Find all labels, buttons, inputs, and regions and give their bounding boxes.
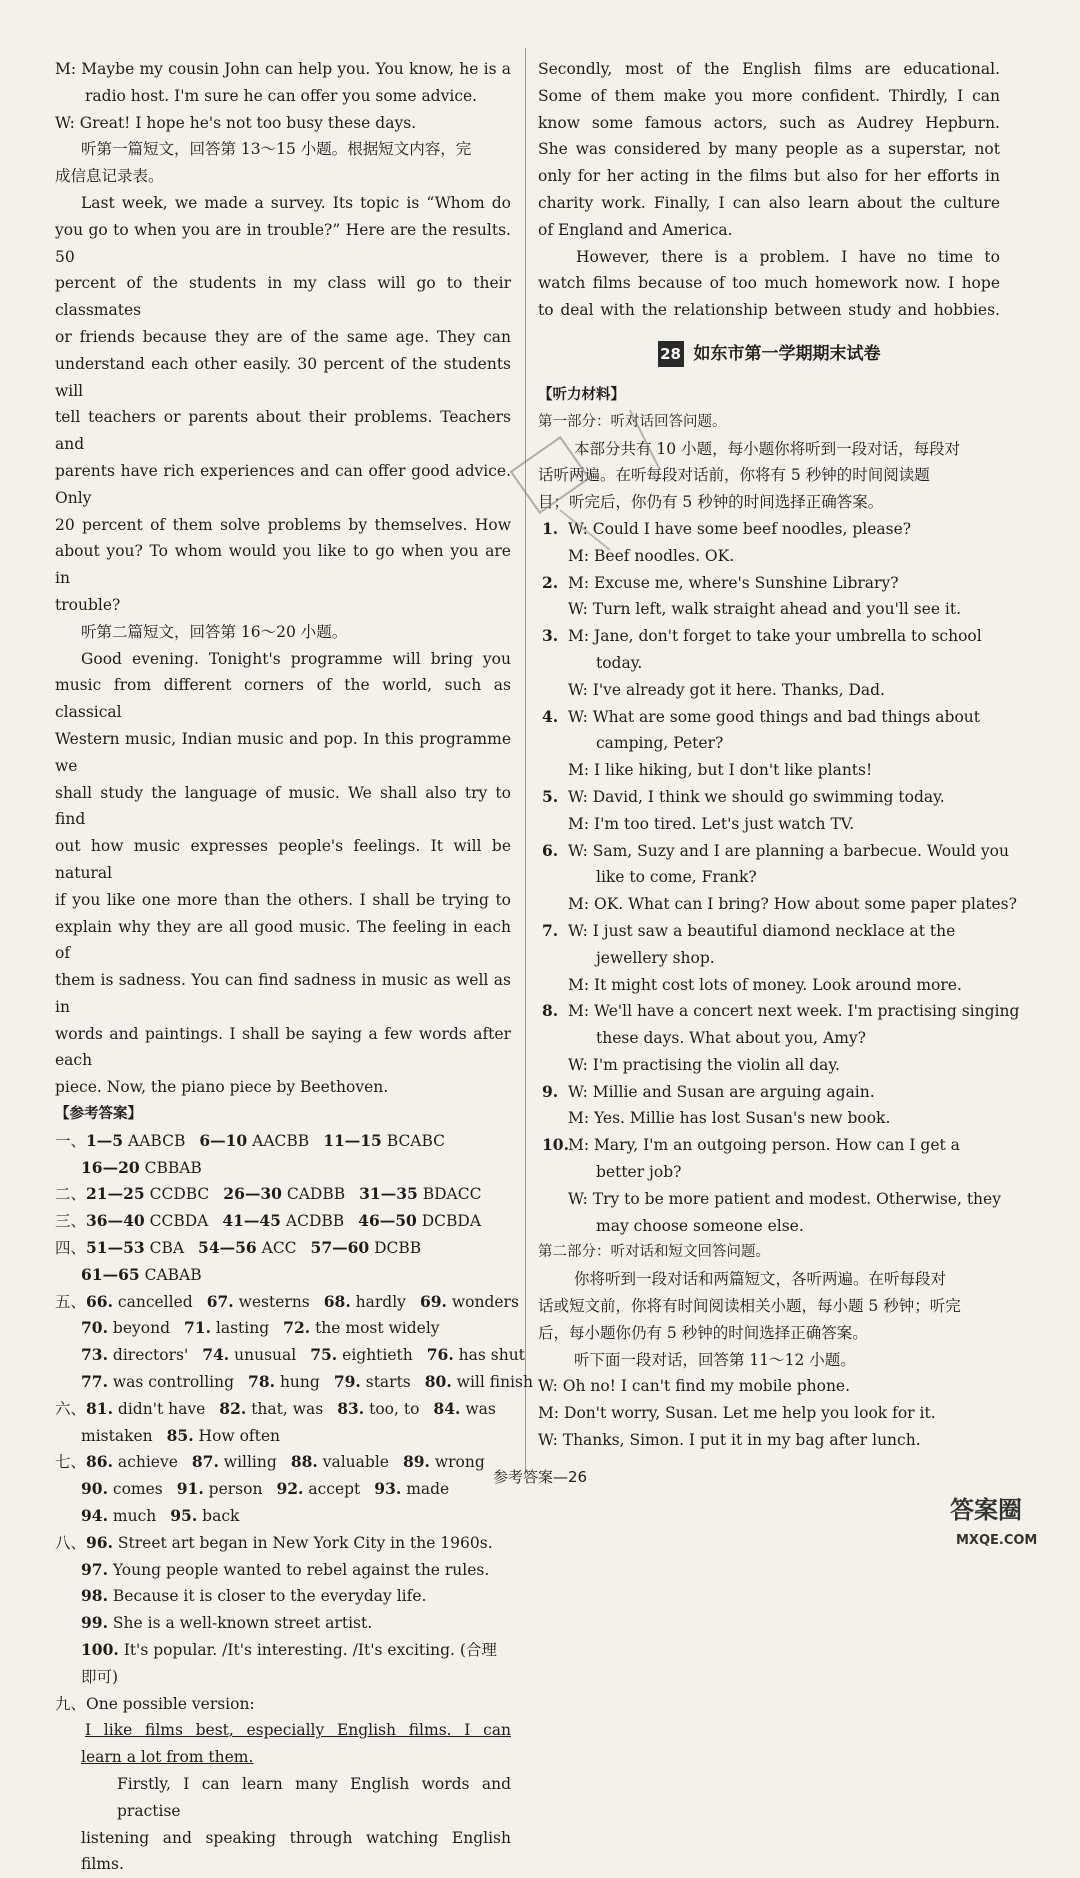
answer-value: person (208, 1480, 263, 1499)
text-line: explain why they are all good music. The feeling in each of (55, 917, 511, 963)
dialogue-text: W: Could I have some beef noodles, please? (568, 519, 912, 538)
dialogue-line (538, 918, 1000, 945)
answer-row (55, 1583, 511, 1610)
dialogue-line: W: Oh no! I can't find my mobile phone. (538, 1377, 851, 1396)
instruction-line: 你将听到一段对话和两篇短文，各听两遍。在听每段对 (574, 1270, 947, 1289)
answer-value: ACC (261, 1239, 297, 1258)
dialogue-text: W: What are some good things and bad things about (568, 707, 981, 726)
answer-section-prefix: 四、 (55, 1239, 87, 1258)
answer-number: 71. (184, 1318, 211, 1338)
answer-number: 81. (86, 1398, 113, 1418)
essay-line: She was considered by many people as a superstar, not (538, 140, 1000, 159)
answer-value: much (112, 1507, 157, 1526)
answer-value: directors' (112, 1346, 189, 1365)
answer-number: 79. (333, 1372, 361, 1392)
dialogue-number: 10. (542, 1135, 569, 1155)
dialogue-text: W: Try to be more patient and modest. Otherwise, they (568, 1189, 1001, 1208)
dialogue-line (538, 1025, 1000, 1052)
text-line: Western music, Indian music and pop. In this programme we (55, 729, 511, 775)
dialogue-list (538, 516, 1020, 1240)
answer-number: 73. (81, 1345, 108, 1365)
answer-value: back (202, 1507, 240, 1526)
text-line: 成信息记录表。 (55, 167, 164, 186)
dialogue-line (538, 1079, 1000, 1106)
answer-row (55, 1664, 511, 1691)
dialogue-text: M: I'm too tired. Let's just watch TV. (568, 814, 855, 833)
watermark-logo (944, 1484, 1072, 1554)
essay-line: of England and America. (538, 220, 733, 239)
page-footer: 参考答案—26 (492, 1468, 588, 1486)
answer-number: 66. (86, 1291, 113, 1311)
answer-value: AACBB (252, 1131, 310, 1150)
essay-underlined-line: learn a lot from them. (81, 1748, 254, 1767)
answer-value: Because it is closer to the everyday life. (112, 1587, 427, 1606)
answer-value: BDACC (422, 1185, 482, 1204)
answer-value: achieve (117, 1453, 178, 1472)
answer-number: 80. (424, 1372, 452, 1392)
watermark-cn: 答案圈 (950, 1496, 1022, 1524)
answer-number: 83. (337, 1398, 365, 1418)
answer-value: was (465, 1399, 496, 1418)
answer-number: 41—45 (222, 1211, 281, 1231)
dialogue-line (538, 1213, 1000, 1240)
answer-value: DCBB (374, 1239, 422, 1258)
text-line: about you? To whom would you like to go when you are in (55, 542, 511, 588)
dialogue-line: W: Thanks, Simon. I put it in my bag after lunch. (538, 1431, 921, 1450)
answer-number: 68. (323, 1291, 351, 1311)
answer-number: 78. (248, 1372, 276, 1392)
dialogue-text: M: OK. What can I bring? How about some paper plates? (568, 895, 1017, 914)
dialogue-text: may choose someone else. (596, 1216, 804, 1235)
section-title (538, 334, 1000, 374)
answer-section-prefix: 六、 (55, 1399, 87, 1418)
essay-line: Firstly, I can learn many English words and practise (117, 1775, 511, 1820)
part-one-heading: 第一部分：听对话回答问题。 (538, 413, 727, 430)
answer-section-prefix: 二、 (55, 1185, 87, 1204)
answer-value: too, to (369, 1399, 420, 1418)
dialogue-text: today. (596, 653, 643, 672)
answer-number: 87. (191, 1452, 219, 1472)
answer-section-prefix: 三、 (55, 1212, 87, 1231)
answer-number: 72. (283, 1318, 311, 1338)
dialogue-text: M: Excuse me, where's Sunshine Library? (568, 573, 899, 592)
essay-line: watch films because of too much homework now. I hope (538, 274, 1000, 293)
answer-row (55, 1530, 511, 1557)
answer-value: the most widely (315, 1319, 440, 1338)
essay-line: only for her acting in the films but also for her efforts in (538, 167, 1000, 186)
answer-number: 97. (81, 1559, 108, 1579)
answer-section-prefix: 七、 (55, 1453, 87, 1472)
answer-value: willing (223, 1453, 277, 1472)
answer-value: starts (365, 1373, 411, 1392)
text-line: understand each other easily. 30 percent of the students will (55, 354, 511, 400)
answer-row (55, 1181, 511, 1208)
answer-number: 86. (86, 1452, 113, 1472)
answer-value: CADBB (286, 1185, 346, 1204)
dialogue-number: 2. (542, 572, 559, 592)
instruction-line: 听下面一段对话，回答第 11～12 小题。 (574, 1350, 856, 1369)
text-line: parents have rich experiences and can offer good advice. Only (55, 461, 511, 507)
answer-value: 即可) (81, 1667, 119, 1686)
dialogue-text: M: I like hiking, but I don't like plants! (568, 761, 873, 780)
answer-number: 92. (276, 1479, 304, 1499)
answer-value: made (406, 1480, 450, 1499)
answer-value: was controlling (112, 1373, 235, 1392)
answer-number: 54—56 (198, 1238, 257, 1258)
text-line: radio host. I'm sure he can offer you some advice. (85, 86, 478, 105)
answer-row (55, 1610, 511, 1637)
dialogue-line (538, 1159, 1000, 1186)
answer-number: 21—25 (86, 1184, 145, 1204)
answer-row (55, 1557, 511, 1584)
dialogue-text: like to come, Frank? (596, 868, 757, 887)
answer-value: didn't have (117, 1399, 206, 1418)
instruction-line: 后，每小题你仍有 5 秒钟的时间选择正确答案。 (538, 1323, 868, 1342)
answer-value: hardly (355, 1292, 406, 1311)
answer-value: wonders (451, 1292, 519, 1311)
dialogue-number: 1. (542, 518, 559, 538)
dialogue-line (538, 1186, 1000, 1213)
dialogue-text: W: Millie and Susan are arguing again. (568, 1082, 875, 1101)
dialogue-line (538, 757, 1000, 784)
answer-row (55, 1369, 533, 1396)
answer-number: 16—20 (81, 1157, 140, 1177)
text-line: them is sadness. You can find sadness in music as well as in (55, 971, 511, 1016)
text-line: you go to when you are in trouble?” Here are the results. 50 (55, 220, 511, 266)
text-line: if you like one more than the others. I shall be trying to (55, 890, 511, 909)
dialogue-number: 4. (542, 706, 559, 726)
right-column (538, 56, 1020, 1454)
dialogue-text: M: We'll have a concert next week. I'm practising singing (568, 1002, 1020, 1021)
text-line: M: Maybe my cousin John can help you. You know, he is a (55, 60, 511, 78)
answer-number: 69. (419, 1291, 447, 1311)
dialogue-text: M: Beef noodles. OK. (568, 546, 735, 565)
answer-heading: 【参考答案】 (55, 1106, 142, 1123)
dialogue-number: 9. (542, 1081, 559, 1101)
answer-number: 95. (170, 1506, 198, 1526)
dialogue-number: 6. (542, 840, 559, 860)
answer-number: 36—40 (86, 1211, 145, 1231)
answer-row (55, 1396, 511, 1423)
instruction-line: 本部分共有 10 小题，每小题你将听到一段对话，每段对 (574, 439, 961, 458)
answer-row (55, 1155, 511, 1182)
answer-row (55, 1637, 511, 1664)
answer-number: 75. (310, 1345, 338, 1365)
answer-number: 85. (166, 1425, 194, 1445)
dialogue-line (538, 838, 1009, 865)
answer-value: hung (279, 1373, 320, 1392)
column-divider (525, 48, 526, 1478)
watermark-url: MXQE.COM (956, 1533, 1038, 1548)
answer-number: 82. (219, 1398, 247, 1418)
answer-number: 57—60 (310, 1238, 370, 1258)
answer-list (55, 1128, 533, 1691)
answer-number: 46—50 (358, 1211, 417, 1231)
dialogue-text: W: I'm practising the violin all day. (568, 1055, 840, 1074)
dialogue-number: 8. (542, 1001, 559, 1021)
dialogue-text: W: David, I think we should go swimming today. (568, 787, 945, 806)
answer-value: has shut (458, 1346, 525, 1365)
dialogue-line (538, 596, 1000, 623)
text-line: W: Great! I hope he's not too busy these days. (55, 113, 417, 132)
dialogue-line (538, 623, 1000, 650)
dialogue-number: 3. (542, 626, 559, 646)
answer-value: CCBDA (149, 1212, 209, 1231)
essay-line: charity work. Finally, I can also learn about the culture (538, 193, 1000, 212)
answer-value: CABAB (144, 1265, 202, 1284)
dialogue-text: these days. What about you, Amy? (596, 1029, 866, 1048)
dialogue-text: W: Turn left, walk straight ahead and you'll see it. (568, 600, 962, 619)
dialogue-number: 7. (542, 920, 559, 940)
answer-number: 74. (202, 1345, 230, 1365)
text-line: shall study the language of music. We shall also try to find (55, 783, 511, 829)
answer-row (55, 1315, 511, 1342)
answer-row (55, 1342, 525, 1369)
answer-row (55, 1289, 519, 1316)
dialogue-text: W: I just saw a beautiful diamond necklace at the (568, 921, 956, 940)
answer-number: 91. (176, 1479, 204, 1499)
dialogue-line (538, 730, 1000, 757)
answer-value: mistaken (81, 1426, 153, 1445)
answer-value: will finish (456, 1373, 533, 1392)
listening-heading: 【听力材料】 (538, 386, 625, 403)
instruction-line: 话或短文前，你将有时间阅读相关小题，每小题 5 秒钟；听完 (538, 1297, 961, 1316)
dialogue-text: M: Yes. Millie has lost Susan's new book. (568, 1109, 891, 1128)
essay-line: However, there is a problem. I have no time to (576, 247, 1000, 266)
dialogue-text: W: I've already got it here. Thanks, Dad. (568, 680, 885, 699)
dialogue-text: camping, Peter? (596, 734, 724, 753)
answer-value: ACDBB (285, 1212, 345, 1231)
text-line: music from different corners of the world, such as classical (55, 676, 511, 722)
dialogue-line (538, 945, 1000, 972)
dialogue-line (538, 1105, 1000, 1132)
instruction-line: 话听两遍。在听每段对话前，你将有 5 秒钟的时间阅读题 (538, 466, 930, 485)
answer-value: She is a well-known street artist. (112, 1614, 373, 1633)
dialogue-line (538, 704, 1000, 731)
instruction-line: 目；听完后，你仍有 5 秒钟的时间选择正确答案。 (538, 493, 884, 512)
section-title-text: 如东市第一学期期末试卷 (693, 343, 881, 364)
essay-line: Some of them make you more confident. Thirdly, I can (538, 86, 1000, 105)
answer-row (55, 1423, 511, 1450)
answer-value: wrong (434, 1453, 485, 1472)
answer-value: eightieth (342, 1346, 413, 1365)
dialogue-line (538, 1052, 1000, 1079)
answer-value: that, was (251, 1399, 324, 1418)
dialogue-text: better job? (596, 1163, 682, 1182)
answer-row (55, 1503, 511, 1530)
answer-value: It's popular. /It's interesting. /It's exciting. (合理 (123, 1641, 497, 1660)
essay-line: know some famous actors, such as Audrey Hepburn. (538, 113, 1000, 132)
text-line: 听第一篇短文，回答第 13～15 小题。根据短文内容，完 (81, 140, 472, 159)
dialogue-line (538, 570, 1000, 597)
answer-value: CBA (149, 1239, 185, 1258)
answer-number: 98. (81, 1586, 108, 1606)
answer-value: BCABC (386, 1131, 446, 1150)
dialogue-line (538, 650, 1000, 677)
text-line: trouble? (55, 595, 121, 614)
dialogue-line (538, 811, 1000, 838)
answer-value: AABCB (128, 1131, 186, 1150)
answer-value: beyond (112, 1319, 170, 1338)
essay-line: to deal with the relationship between study and hobbies. (538, 301, 1000, 320)
answer-row (55, 1208, 511, 1235)
essay-line: Secondly, most of the English films are educational. (538, 60, 1000, 78)
dialogue-line: M: Don't worry, Susan. Let me help you look for it. (538, 1404, 936, 1423)
answer-number: 6—10 (199, 1130, 248, 1150)
essay-line: listening and speaking through watching English films. (81, 1828, 511, 1874)
answer-value: valuable (322, 1453, 389, 1472)
dialogue-text: M: Jane, don't forget to take your umbrella to school (568, 627, 982, 646)
text-line: percent of the students in my class will go to their classmates (55, 274, 511, 320)
dialogue-line (538, 891, 1017, 918)
part-two-heading: 第二部分：听对话和短文回答问题。 (538, 1244, 770, 1261)
text-line: 听第二篇短文，回答第 16～20 小题。 (81, 622, 348, 641)
answer-value: lasting (215, 1319, 270, 1338)
text-line: piece. Now, the piano piece by Beethoven. (55, 1078, 389, 1097)
answer-section-prefix: 五、 (55, 1292, 87, 1311)
left-column (55, 56, 533, 1878)
answer-section-prefix: 一、 (55, 1131, 87, 1150)
dialogue-line (538, 784, 1000, 811)
answer-number: 77. (81, 1372, 108, 1392)
text-line: 20 percent of them solve problems by themselves. How (55, 515, 511, 534)
answer-value: Street art began in New York City in the 1960s. (117, 1533, 493, 1552)
dialogue-line (538, 864, 1000, 891)
answer-number: 51—53 (86, 1238, 145, 1258)
answer-value: CBBAB (144, 1158, 202, 1177)
essay-underlined-line: I like films best, especially English films. I can (85, 1721, 511, 1740)
answer-value: How often (198, 1426, 281, 1445)
text-line: Good evening. Tonight's programme will bring you (81, 649, 511, 668)
text-line: words and paintings. I shall be saying a few words after each (55, 1024, 511, 1070)
answer-number: 99. (81, 1613, 108, 1633)
text-line: tell teachers or parents about their problems. Teachers and (55, 408, 511, 454)
dialogue-text: M: It might cost lots of money. Look around more. (568, 975, 962, 994)
answer-number: 70. (81, 1318, 108, 1338)
dialogue-number: 5. (542, 786, 559, 806)
answer-number: 26—30 (223, 1184, 282, 1204)
answer-number: 96. (86, 1532, 113, 1552)
answer-value: accept (308, 1480, 361, 1499)
answer-row (55, 1128, 511, 1155)
answer-section-prefix: 八、 (55, 1533, 87, 1552)
answer-number: 76. (426, 1345, 454, 1365)
answer-number: 93. (374, 1479, 402, 1499)
answer-number: 90. (81, 1479, 108, 1499)
answer-row (55, 1235, 511, 1262)
answer-number: 31—35 (359, 1184, 418, 1204)
answer-number: 89. (402, 1452, 430, 1472)
dialogue-line (538, 677, 1000, 704)
answer-number: 84. (433, 1398, 461, 1418)
dialogue-line (538, 1132, 1000, 1159)
answer-number: 94. (81, 1506, 108, 1526)
answer-number: 61—65 (81, 1264, 140, 1284)
answer-number: 88. (290, 1452, 318, 1472)
stamp-mark (500, 400, 670, 570)
dialogue-text: M: Mary, I'm an outgoing person. How can I get a (568, 1136, 960, 1155)
answer-number: 1—5 (86, 1130, 124, 1150)
answer-value: unusual (234, 1346, 297, 1365)
dialogue-line (538, 972, 1000, 999)
text-line: or friends because they are of the same age. They can (55, 327, 511, 346)
essay-label: 九、One possible version: (55, 1694, 255, 1713)
answer-value: comes (112, 1480, 163, 1499)
text-line: Last week, we made a survey. Its topic is “Whom do (81, 193, 511, 212)
text-line: out how music expresses people's feelings. It will be natural (55, 837, 511, 882)
dialogue-line (538, 998, 1020, 1025)
answer-number: 100. (81, 1640, 119, 1660)
answer-number: 67. (206, 1291, 234, 1311)
section-number-badge: 28 (658, 341, 684, 367)
answer-value: CCDBC (149, 1185, 210, 1204)
answer-value: DCBDA (421, 1212, 482, 1231)
answer-number: 11—15 (323, 1130, 382, 1150)
answer-value: westerns (238, 1292, 310, 1311)
answer-value: Young people wanted to rebel against the rules. (112, 1560, 490, 1579)
answer-row (55, 1262, 511, 1289)
dialogue-text: jewellery shop. (596, 948, 715, 967)
dialogue-text: W: Sam, Suzy and I are planning a barbecue. Would you (568, 841, 1009, 860)
answer-value: cancelled (117, 1292, 193, 1311)
